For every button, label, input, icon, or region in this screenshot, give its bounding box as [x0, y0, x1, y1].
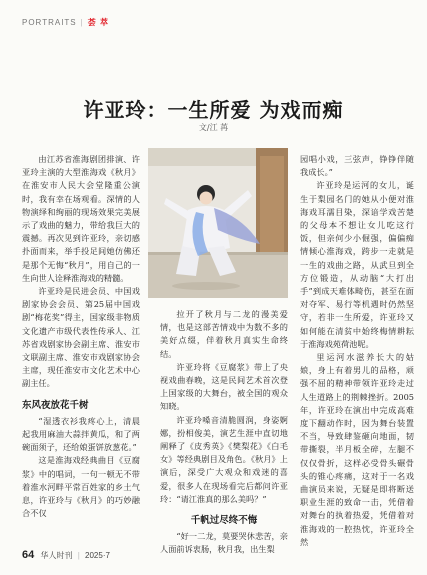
- left-paragraph-4: 这是淮海戏经典曲目《豆腐浆》中的唱词，一句一顿无不带着淮水河畔平常百姓家的乡土气息，许亚玲与《秋月》的巧妙融合不仅: [22, 455, 140, 519]
- middle-subheading: 千帆过尽终不悔: [190, 515, 258, 527]
- right-paragraph-1: 园唱小戏，三弦声，铮铮伴随我成长。”: [300, 154, 414, 178]
- header-bar: [0, 0, 427, 30]
- right-paragraph-3: 里运河水滋养长大的姑娘，身上有着男儿的品格，顽强不屈的精神带领许亚玲走过人生道路上的荆棘挫折。2005年，许亚玲在演出中完成高难度下翻动作时，因为舞台装置不当，导致肆鉴砸向地面，韧带撕裂，半月板全碎，左腿不仅仅骨折，这样必受骨头碾骨头的锥心疼痛，这对于一名戏曲演员来说，无疑是即将断送职业生涯的致命一击，凭借着对舞台的执着热爱，凭借着对淮海戏的一腔热忱，许亚玲全然: [300, 352, 414, 547]
- left-paragraph-2: 许亚玲是民进会员、中国戏剧家协会会员、第25届中国戏剧“梅花奖”得主，国家级非物质文化遗产市级代表性传承人、江苏省戏剧家协会副主席、淮安市文联副主席、淮安市戏剧家协会主席，现任淮安市文化艺术中心副主任。: [22, 286, 140, 389]
- left-paragraph-3: “湿透衣衫我疼心上，清晨起我用麻油大蒜拌黄瓜，和了两碗面须子，还给娘蛋饼放葱花。”: [22, 415, 140, 453]
- section-label: [22, 17, 109, 28]
- performance-photo: [148, 148, 288, 298]
- magazine-name: 华人时刊: [40, 551, 73, 560]
- section-label-en: PORTRAITS: [22, 18, 77, 27]
- middle-paragraph-3: 许亚玲嗓音清脆圆润，身姿婀娜，扮相俊美，演艺生涯中直切地阐释了《皮秀英》《樊梨花》《白毛女》等经典剧目及角色。《秋月》上演后，深受广大观众和戏迷的喜爱，很多人在现场看完后都问许亚玲：“请江淮真的那么美吗？”: [160, 414, 288, 504]
- footer-divider: |: [77, 551, 80, 560]
- left-subheading: 东风夜放花千树: [22, 399, 89, 411]
- section-divider: |: [80, 18, 84, 27]
- page-footer: [22, 549, 110, 561]
- article-byline: 文/江 苒: [198, 123, 229, 132]
- middle-paragraph-1: 拉开了秋月与二龙的漫美爱情，也是这部苦情戏中为数不多的美好点缀，伴着秋月真实生命终结。: [160, 309, 288, 359]
- right-paragraph-2: 许亚玲是运河的女儿，诞生于梨园名门的她从小便对淮海戏耳濡目染，深谙学戏苦楚的父母本不想让女儿吃这行饭，但亲何少小倔强，偏偏痴情倾心淮海戏，跨步一走就是一生的戏曲之路，从武旦到全方位锻造，从动脑“大打出手”到成天难体畸伤，甚至在面对夺军、易行等机遇时仍然坚守，若非一生所爱，许亚玲又如何能在清贫中始终梅情耕耘于淮海戏苑荷池呢。: [300, 180, 414, 349]
- middle-column: [160, 308, 288, 557]
- performance-photo-illustration: [148, 148, 288, 298]
- right-column: [300, 153, 414, 549]
- section-label-cn: 荟 萃: [87, 18, 109, 27]
- issue-number: 2025·7: [85, 551, 110, 560]
- middle-paragraph-2: 许亚玲将《豆腐浆》带上了央视戏曲春晚，这是民间艺术首次登上国家级的大舞台，被全国的观众知晓。: [160, 361, 288, 412]
- left-paragraph-1: 由江苏省淮海剧团排演、许亚玲主演的大型淮海戏《秋月》在淮安市人民大会堂隆重公演时，我有幸在场观看。深情的人物演绎和绚丽的现场效果完美展示了戏曲的魅力，带给我巨大的震撼。再次见到许亚玲，亲切感扑面而来，举手投足间她仿佛还是那个无悔“秋月”，用自己的一生向世人诠释淮海戏的精髓。: [22, 154, 140, 283]
- article-title: 许亚玲：一生所爱 为戏而痴: [83, 98, 344, 122]
- left-column: [22, 153, 140, 520]
- middle-paragraph-4: “好一二龙，莫要哭休悲苦，亲人面前诉衷肠，秋月我，出生梨: [160, 531, 288, 555]
- page-number: 64: [22, 549, 35, 561]
